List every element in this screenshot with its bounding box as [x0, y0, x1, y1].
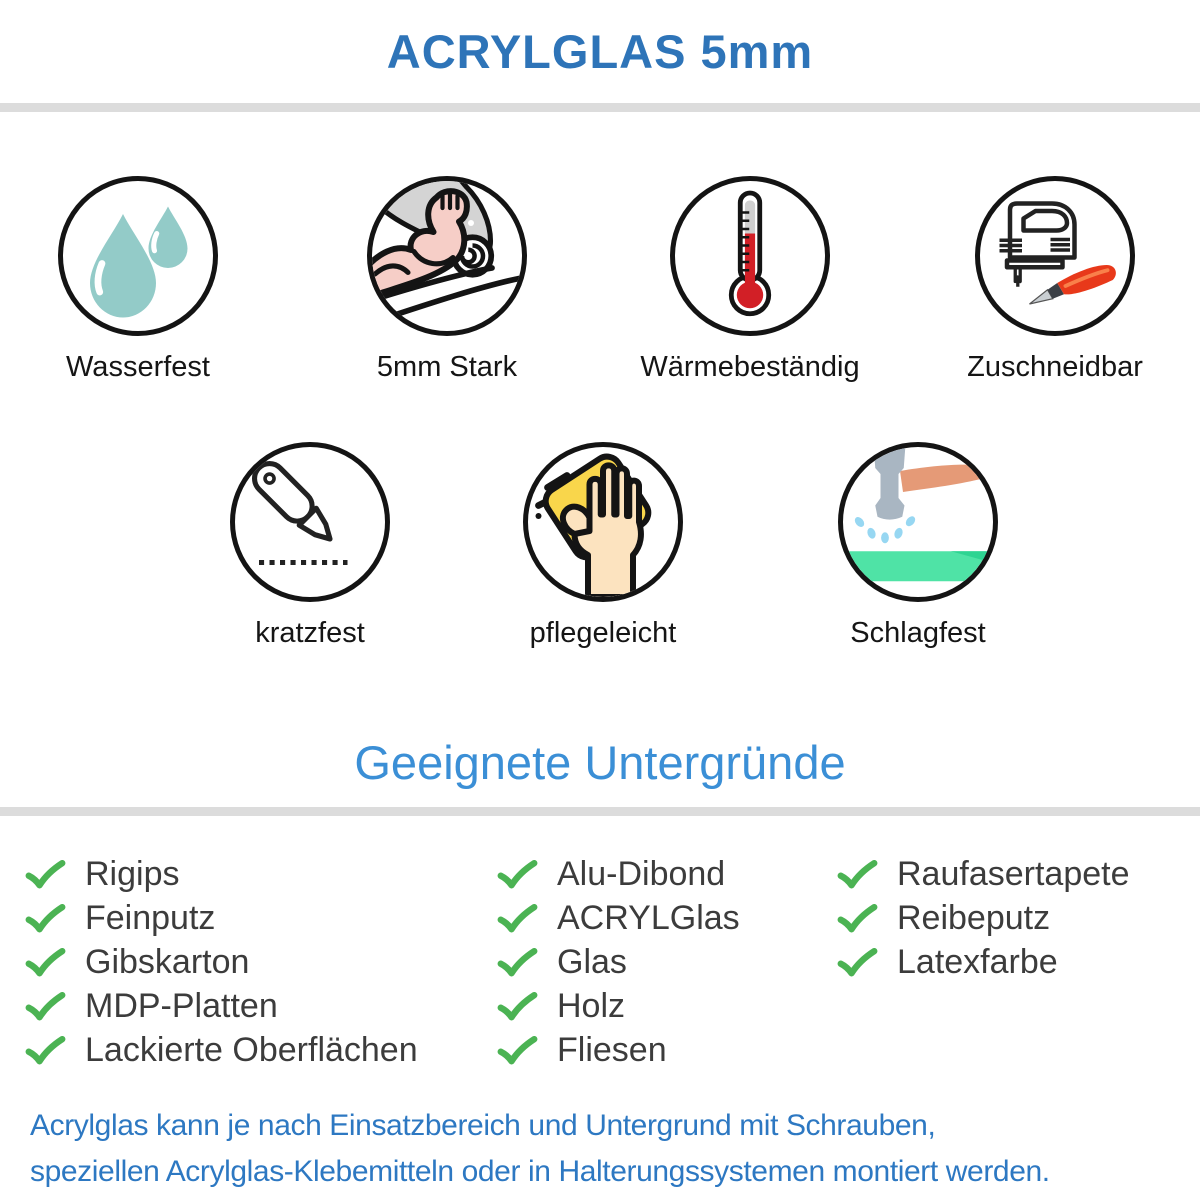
icon-circle — [838, 442, 998, 602]
page-title: ACRYLGLAS 5mm — [386, 25, 814, 78]
divider — [0, 807, 1200, 816]
feature-wasserfest — [18, 176, 258, 384]
icon-circle — [230, 442, 390, 602]
feature-5mm-stark — [327, 176, 567, 384]
list-item — [837, 852, 1130, 896]
feature-label: kratzfest — [255, 617, 365, 649]
substrate-label: Latexfarbe — [897, 942, 1058, 981]
checkmark-icon — [25, 1035, 66, 1066]
feature-label: Wärmebeständig — [640, 351, 860, 383]
list-item — [25, 1028, 418, 1072]
checkmark-icon — [497, 947, 538, 978]
substrate-column — [497, 852, 740, 1072]
feature-label: Schlagfest — [850, 617, 986, 649]
hand-with-cloth-icon — [528, 447, 678, 597]
feature-label: Zuschneidbar — [967, 351, 1143, 383]
substrate-label: Holz — [557, 986, 626, 1025]
feature-kratzfest — [190, 442, 430, 650]
substrate-label: Raufasertapete — [897, 854, 1130, 893]
substrate-label: Fliesen — [557, 1030, 667, 1069]
checkmark-icon — [837, 903, 878, 934]
feature-zuschneidbar — [935, 176, 1175, 384]
substrate-label: Lackierte Oberflächen — [85, 1030, 418, 1069]
icon-circle — [975, 176, 1135, 336]
checkmark-icon — [837, 859, 878, 890]
list-item — [497, 940, 740, 984]
substrate-label: Glas — [557, 942, 627, 981]
list-item — [497, 896, 740, 940]
substrate-label: Rigips — [85, 854, 180, 893]
flexed-arm-icon — [372, 181, 522, 331]
list-item — [25, 852, 418, 896]
feature-label: pflegeleicht — [529, 617, 677, 649]
list-item — [25, 984, 418, 1028]
checkmark-icon — [837, 947, 878, 978]
checkmark-icon — [25, 991, 66, 1022]
note-line: speziellen Acrylglas-Klebemitteln oder in Halterungssystemen montiert werden. — [30, 1155, 1050, 1188]
list-item — [25, 940, 418, 984]
divider — [0, 103, 1200, 112]
feature-label: Wasserfest — [66, 351, 210, 383]
note-line: Acrylglas kann je nach Einsatzbereich und Untergrund mit Schrauben, — [30, 1109, 936, 1142]
substrate-column — [25, 852, 418, 1072]
list-item — [497, 984, 740, 1028]
substrate-label: Alu-Dibond — [557, 854, 726, 893]
checkmark-icon — [497, 1035, 538, 1066]
substrate-label: Gibskarton — [85, 942, 250, 981]
icon-circle — [523, 442, 683, 602]
checkmark-icon — [25, 859, 66, 890]
water-drops-icon — [63, 181, 213, 331]
thermometer-icon — [675, 181, 825, 331]
list-item — [837, 940, 1130, 984]
section-heading-untergruende: Geeignete Untergründe — [354, 736, 846, 789]
substrate-label: Reibeputz — [897, 898, 1051, 937]
checkmark-icon — [25, 903, 66, 934]
list-item — [25, 896, 418, 940]
icon-circle — [670, 176, 830, 336]
substrate-column — [837, 852, 1130, 984]
feature-waermebestaendig — [630, 176, 870, 384]
icon-circle — [367, 176, 527, 336]
feature-pflegeleicht — [483, 442, 723, 650]
substrate-list — [0, 852, 1200, 1082]
feature-schlagfest — [798, 442, 1038, 650]
checkmark-icon — [497, 903, 538, 934]
list-item — [497, 852, 740, 896]
list-item — [497, 1028, 740, 1072]
jigsaw-and-cutter-icon — [980, 181, 1130, 331]
mounting-note — [30, 1103, 1050, 1195]
checkmark-icon — [497, 859, 538, 890]
feature-label: 5mm Stark — [376, 351, 518, 383]
utility-knife-icon — [235, 447, 385, 597]
substrate-label: Feinputz — [85, 898, 216, 937]
hammer-impact-icon — [843, 447, 993, 597]
icon-circle — [58, 176, 218, 336]
list-item — [837, 896, 1130, 940]
substrate-label: ACRYLGlas — [557, 898, 740, 937]
substrate-label: MDP-Platten — [85, 986, 278, 1025]
checkmark-icon — [25, 947, 66, 978]
checkmark-icon — [497, 991, 538, 1022]
